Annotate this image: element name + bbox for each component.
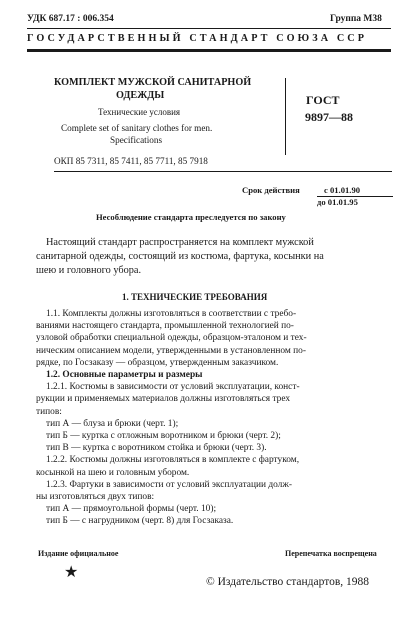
english-title-line-2: Specifications — [110, 135, 163, 145]
group-code: Группа М38 — [330, 14, 382, 24]
okp-rule — [54, 171, 392, 172]
intro-line: Настоящий стандарт распространяется на комплект мужской — [46, 237, 314, 248]
body-line: узловой обработки специальной одежды, образцом-эталоном и тех- — [36, 333, 307, 344]
body-line: рукции и применяемых материалов должны изготовляться трех — [36, 394, 291, 405]
body-line: косынкой на шею и головным убором. — [36, 467, 190, 478]
gost-number: 9897—88 — [305, 110, 353, 124]
body-line: 1.2.3. Фартуки в зависимости от условий эксплуатации долж- — [46, 479, 292, 490]
copyright: © Издательство стандартов, 1988 — [206, 576, 370, 588]
body-line: ническим описанием модели, утвержденными в установленном по- — [36, 345, 306, 356]
body-line: тип Б — с нагрудником (черт. 8) для Госзаказа. — [46, 516, 234, 527]
udk-code: УДК 687.17 : 006.354 — [27, 14, 114, 24]
body-line: типов: — [36, 406, 62, 417]
intro-paragraph — [36, 236, 393, 278]
body-line: ваниями настоящего стандарта, промышленной технологией по- — [36, 321, 294, 332]
body-line: тип А — блуза и брюки (черт. 1); — [46, 418, 179, 429]
body-line: ны изготовляться двух типов: — [36, 492, 155, 503]
section-title: 1. ТЕХНИЧЕСКИЕ ТРЕБОВАНИЯ — [122, 292, 268, 302]
validity-label: Срок действия — [242, 185, 300, 195]
body-line: рядке, по Госзаказу — образцом, утвержденным заказчиком. — [36, 357, 279, 368]
okp-codes: ОКП 85 7311, 85 7411, 85 7711, 85 7918 — [54, 156, 208, 166]
star-icon: ★ — [64, 564, 79, 581]
title-line-2: ОДЕЖДЫ — [116, 90, 165, 101]
official-edition: Издание официальное — [38, 549, 119, 558]
header-rule-bottom — [27, 49, 391, 52]
body-line: 1.1. Комплекты должны изготовляться в соответствии с требо- — [46, 309, 297, 319]
reprint-prohibited: Перепечатка воспрещена — [285, 549, 377, 558]
gost-divider — [285, 78, 286, 155]
english-title-line-1: Complete set of sanitary clothes for men. — [61, 123, 213, 133]
intro-line: шею и головного убора. — [36, 265, 142, 276]
gost-label: ГОСТ — [306, 93, 340, 107]
intro-line: санитарной одежды, состоящий из костюма, фартука, косынки на — [36, 251, 324, 262]
body-line: 1.2.2. Костюмы должны изготовляться в комплекте с фартуком, — [46, 455, 300, 466]
validity-from: с 01.01.90 — [324, 185, 361, 195]
subtitle: Технические условия — [98, 107, 181, 117]
title-line-1: КОМПЛЕКТ МУЖСКОЙ САНИТАРНОЙ — [54, 77, 252, 88]
body-line: тип А — прямоугольной формы (черт. 10); — [46, 504, 217, 515]
standard-banner: ГОСУДАРСТВЕННЫЙ СТАНДАРТ СОЮЗА ССР — [27, 33, 368, 44]
body-line: тип В — куртка с воротником стойка и брюки (черт. 3). — [46, 443, 267, 454]
body-line: 1.2.1. Костюмы в зависимости от условий эксплуатации, конст- — [46, 382, 300, 393]
header-rule-top — [27, 28, 391, 29]
subsection-heading: 1.2. Основные параметры и размеры — [46, 370, 203, 381]
validity-to: до 01.01.95 — [317, 197, 358, 207]
body-line: тип Б — куртка с отложным воротником и брюки (черт. 2); — [46, 431, 281, 442]
body-text — [36, 308, 393, 528]
legal-warning: Несоблюдение стандарта преследуется по закону — [96, 212, 286, 222]
